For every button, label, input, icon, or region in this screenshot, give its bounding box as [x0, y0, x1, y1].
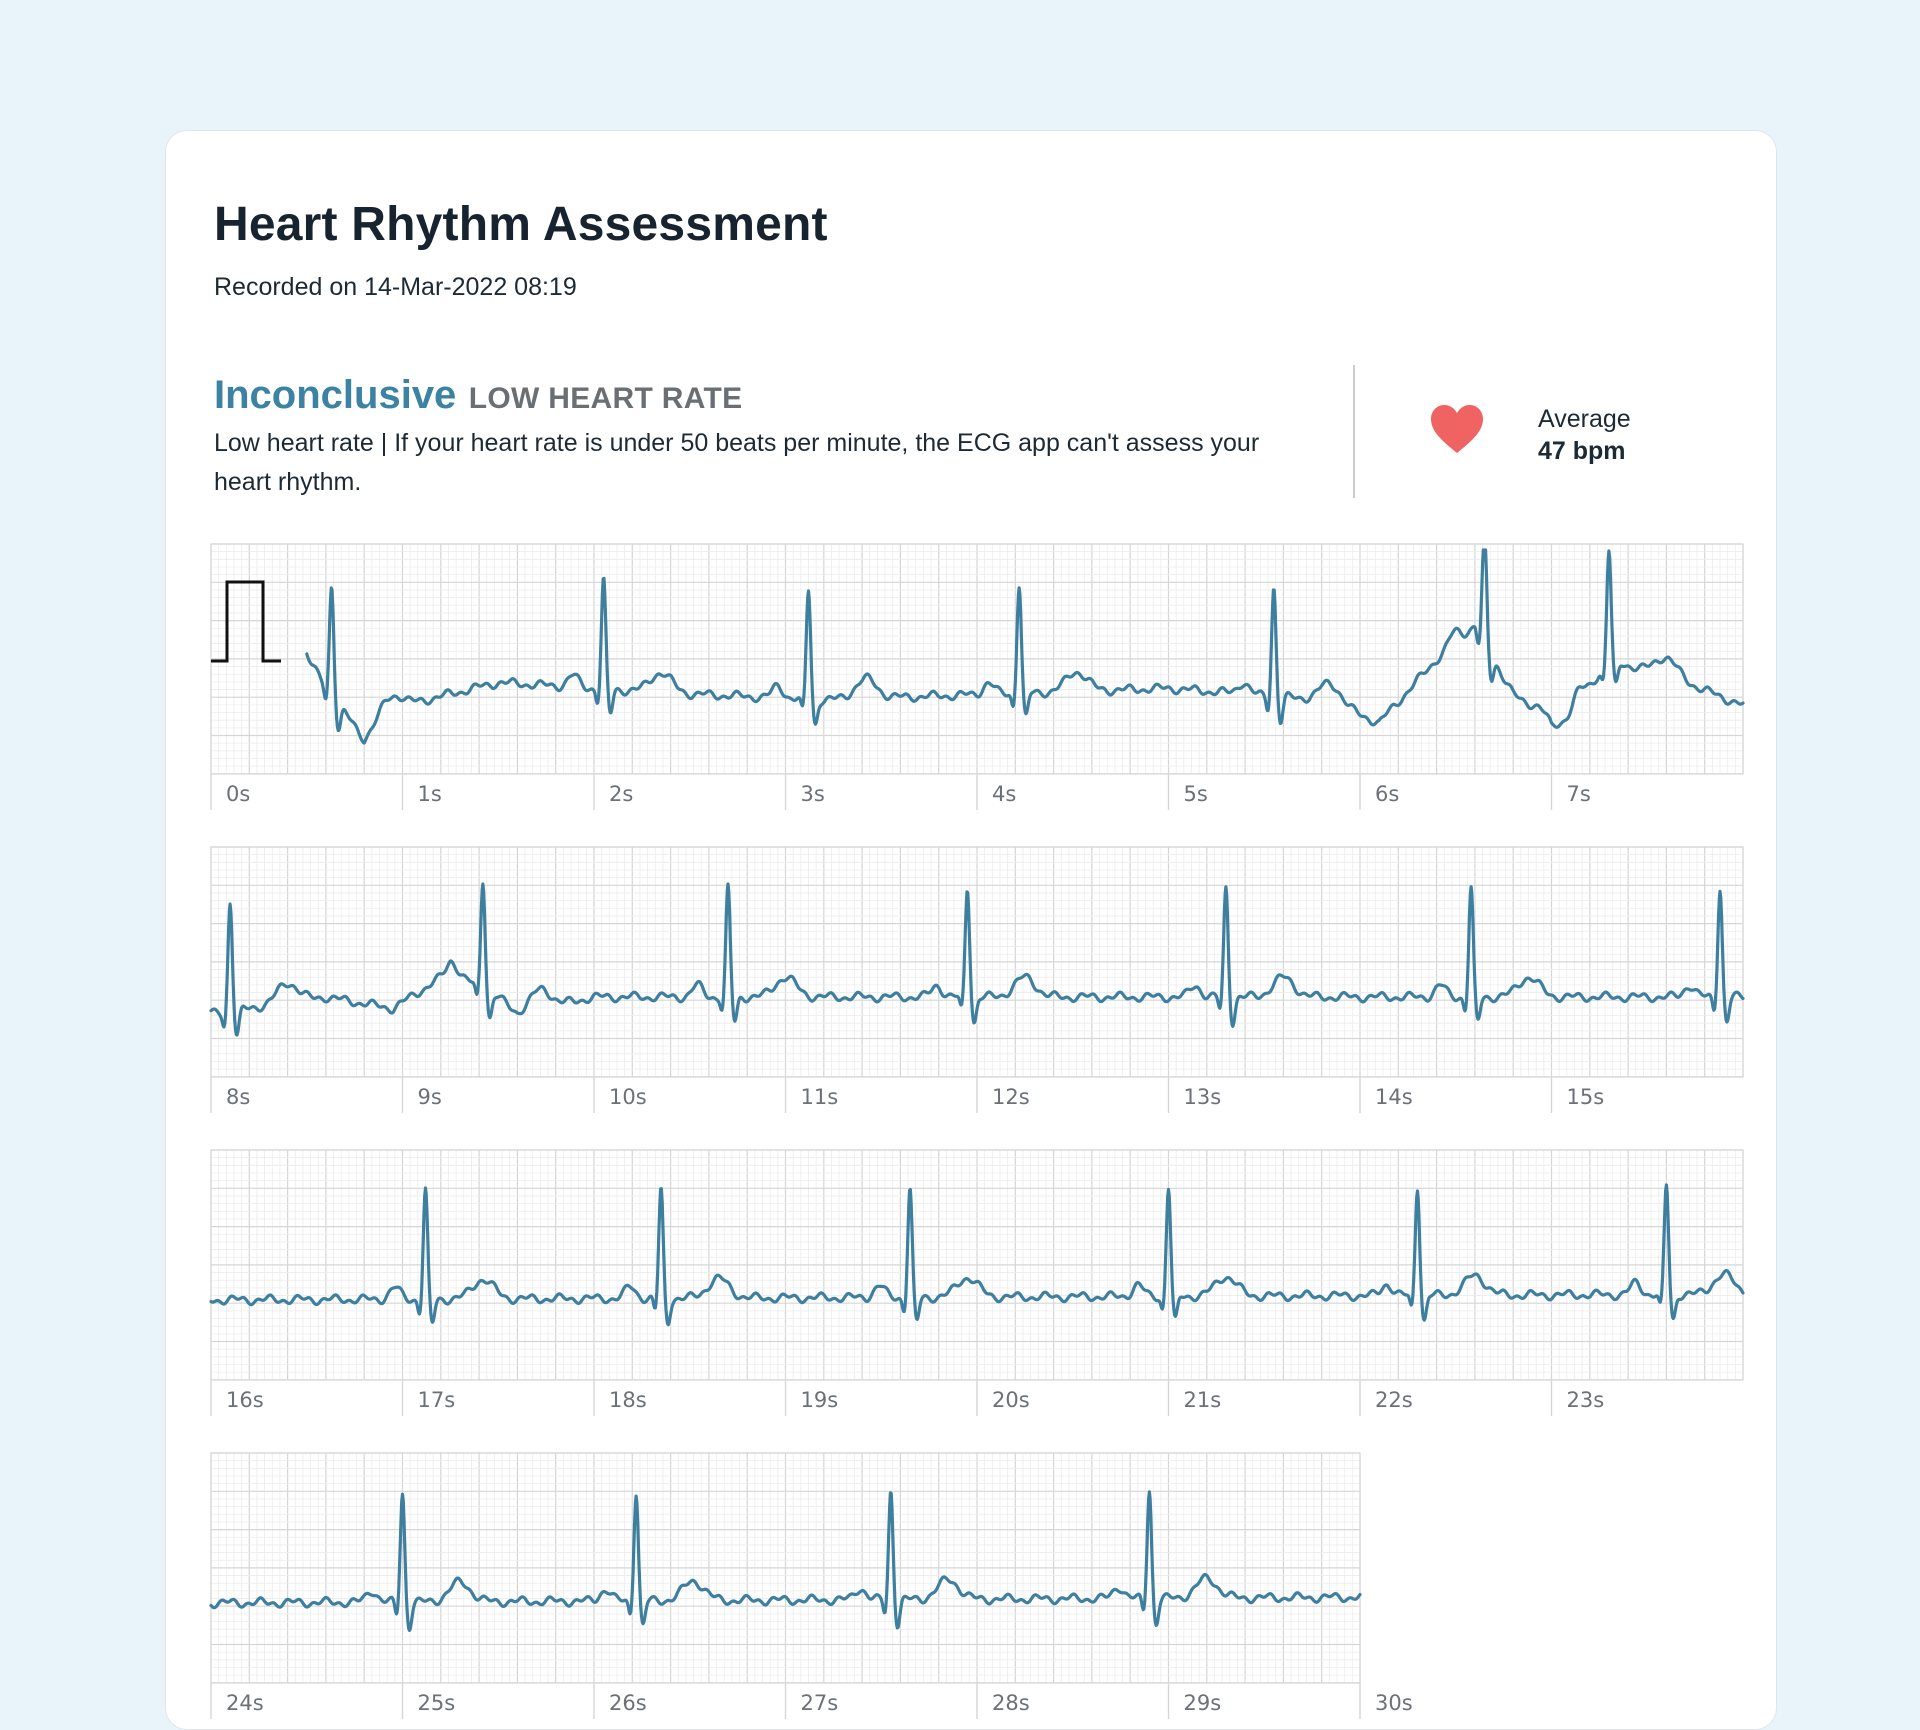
heart-icon — [1429, 403, 1485, 455]
ecg-chart-4 — [211, 1453, 1413, 1719]
time-tick-label: 14s — [1375, 1085, 1413, 1109]
time-tick-label: 26s — [609, 1691, 647, 1715]
time-tick-label: 5s — [1183, 782, 1208, 806]
time-tick-label: 18s — [609, 1388, 647, 1412]
time-tick-label: 15s — [1566, 1085, 1605, 1109]
time-tick-label: 23s — [1566, 1388, 1605, 1412]
ecg-strip-2 — [211, 847, 1743, 1113]
time-tick-label: 1s — [417, 782, 442, 806]
assessment-card — [165, 130, 1777, 1730]
result-subtitle: LOW HEART RATE — [468, 382, 743, 415]
time-tick-label: 8s — [226, 1085, 251, 1109]
ecg-grid — [211, 1453, 1360, 1683]
ecg-grid — [211, 544, 1743, 774]
time-tick-label: 28s — [992, 1691, 1030, 1715]
ecg-strip-3 — [211, 1150, 1743, 1416]
ecg-strip-1 — [211, 544, 1743, 810]
time-tick-label: 11s — [800, 1085, 839, 1109]
average-value: 47 bpm — [1538, 437, 1626, 465]
result-status: Inconclusive — [214, 373, 457, 417]
time-tick-label: 9s — [417, 1085, 442, 1109]
time-tick-label: 4s — [992, 782, 1017, 806]
average-label: Average — [1538, 405, 1631, 433]
time-tick-label: 13s — [1183, 1085, 1222, 1109]
result-heading — [214, 373, 1314, 418]
time-tick-label: 7s — [1566, 782, 1591, 806]
recorded-date: Recorded on 14-Mar-2022 08:19 — [214, 273, 577, 301]
time-tick-label: 20s — [992, 1388, 1030, 1412]
time-tick-label: 29s — [1183, 1691, 1222, 1715]
ecg-strip-4 — [211, 1453, 1413, 1719]
calibration-pulse — [211, 582, 281, 661]
result-description: Low heart rate | If your heart rate is under 50 beats per minute, the ECG app can't assess your heart rhythm. — [214, 429, 1260, 496]
time-tick-label: 2s — [609, 782, 634, 806]
ecg-chart-3 — [211, 1150, 1743, 1416]
time-tick-label: 21s — [1183, 1388, 1222, 1412]
result-summary — [214, 373, 1314, 502]
time-tick-label: 16s — [226, 1388, 264, 1412]
time-tick-label: 19s — [800, 1388, 839, 1412]
time-tick-label: 17s — [417, 1388, 456, 1412]
ecg-grid — [211, 847, 1743, 1077]
time-tick-label: 24s — [226, 1691, 264, 1715]
time-tick-label: 27s — [800, 1691, 839, 1715]
page-title: Heart Rhythm Assessment — [214, 198, 828, 251]
ecg-chart-2 — [211, 847, 1743, 1113]
time-tick-label: 12s — [992, 1085, 1030, 1109]
time-tick-label: 10s — [609, 1085, 647, 1109]
time-tick-label: 30s — [1375, 1691, 1413, 1715]
ecg-chart-1 — [211, 544, 1743, 810]
time-tick-label: 22s — [1375, 1388, 1413, 1412]
vertical-divider — [1353, 365, 1355, 498]
time-tick-label: 3s — [800, 782, 825, 806]
ecg-grid — [211, 1150, 1743, 1380]
time-tick-label: 6s — [1375, 782, 1400, 806]
time-tick-label: 0s — [226, 782, 251, 806]
ecg-trace — [307, 550, 1743, 743]
time-tick-label: 25s — [417, 1691, 456, 1715]
